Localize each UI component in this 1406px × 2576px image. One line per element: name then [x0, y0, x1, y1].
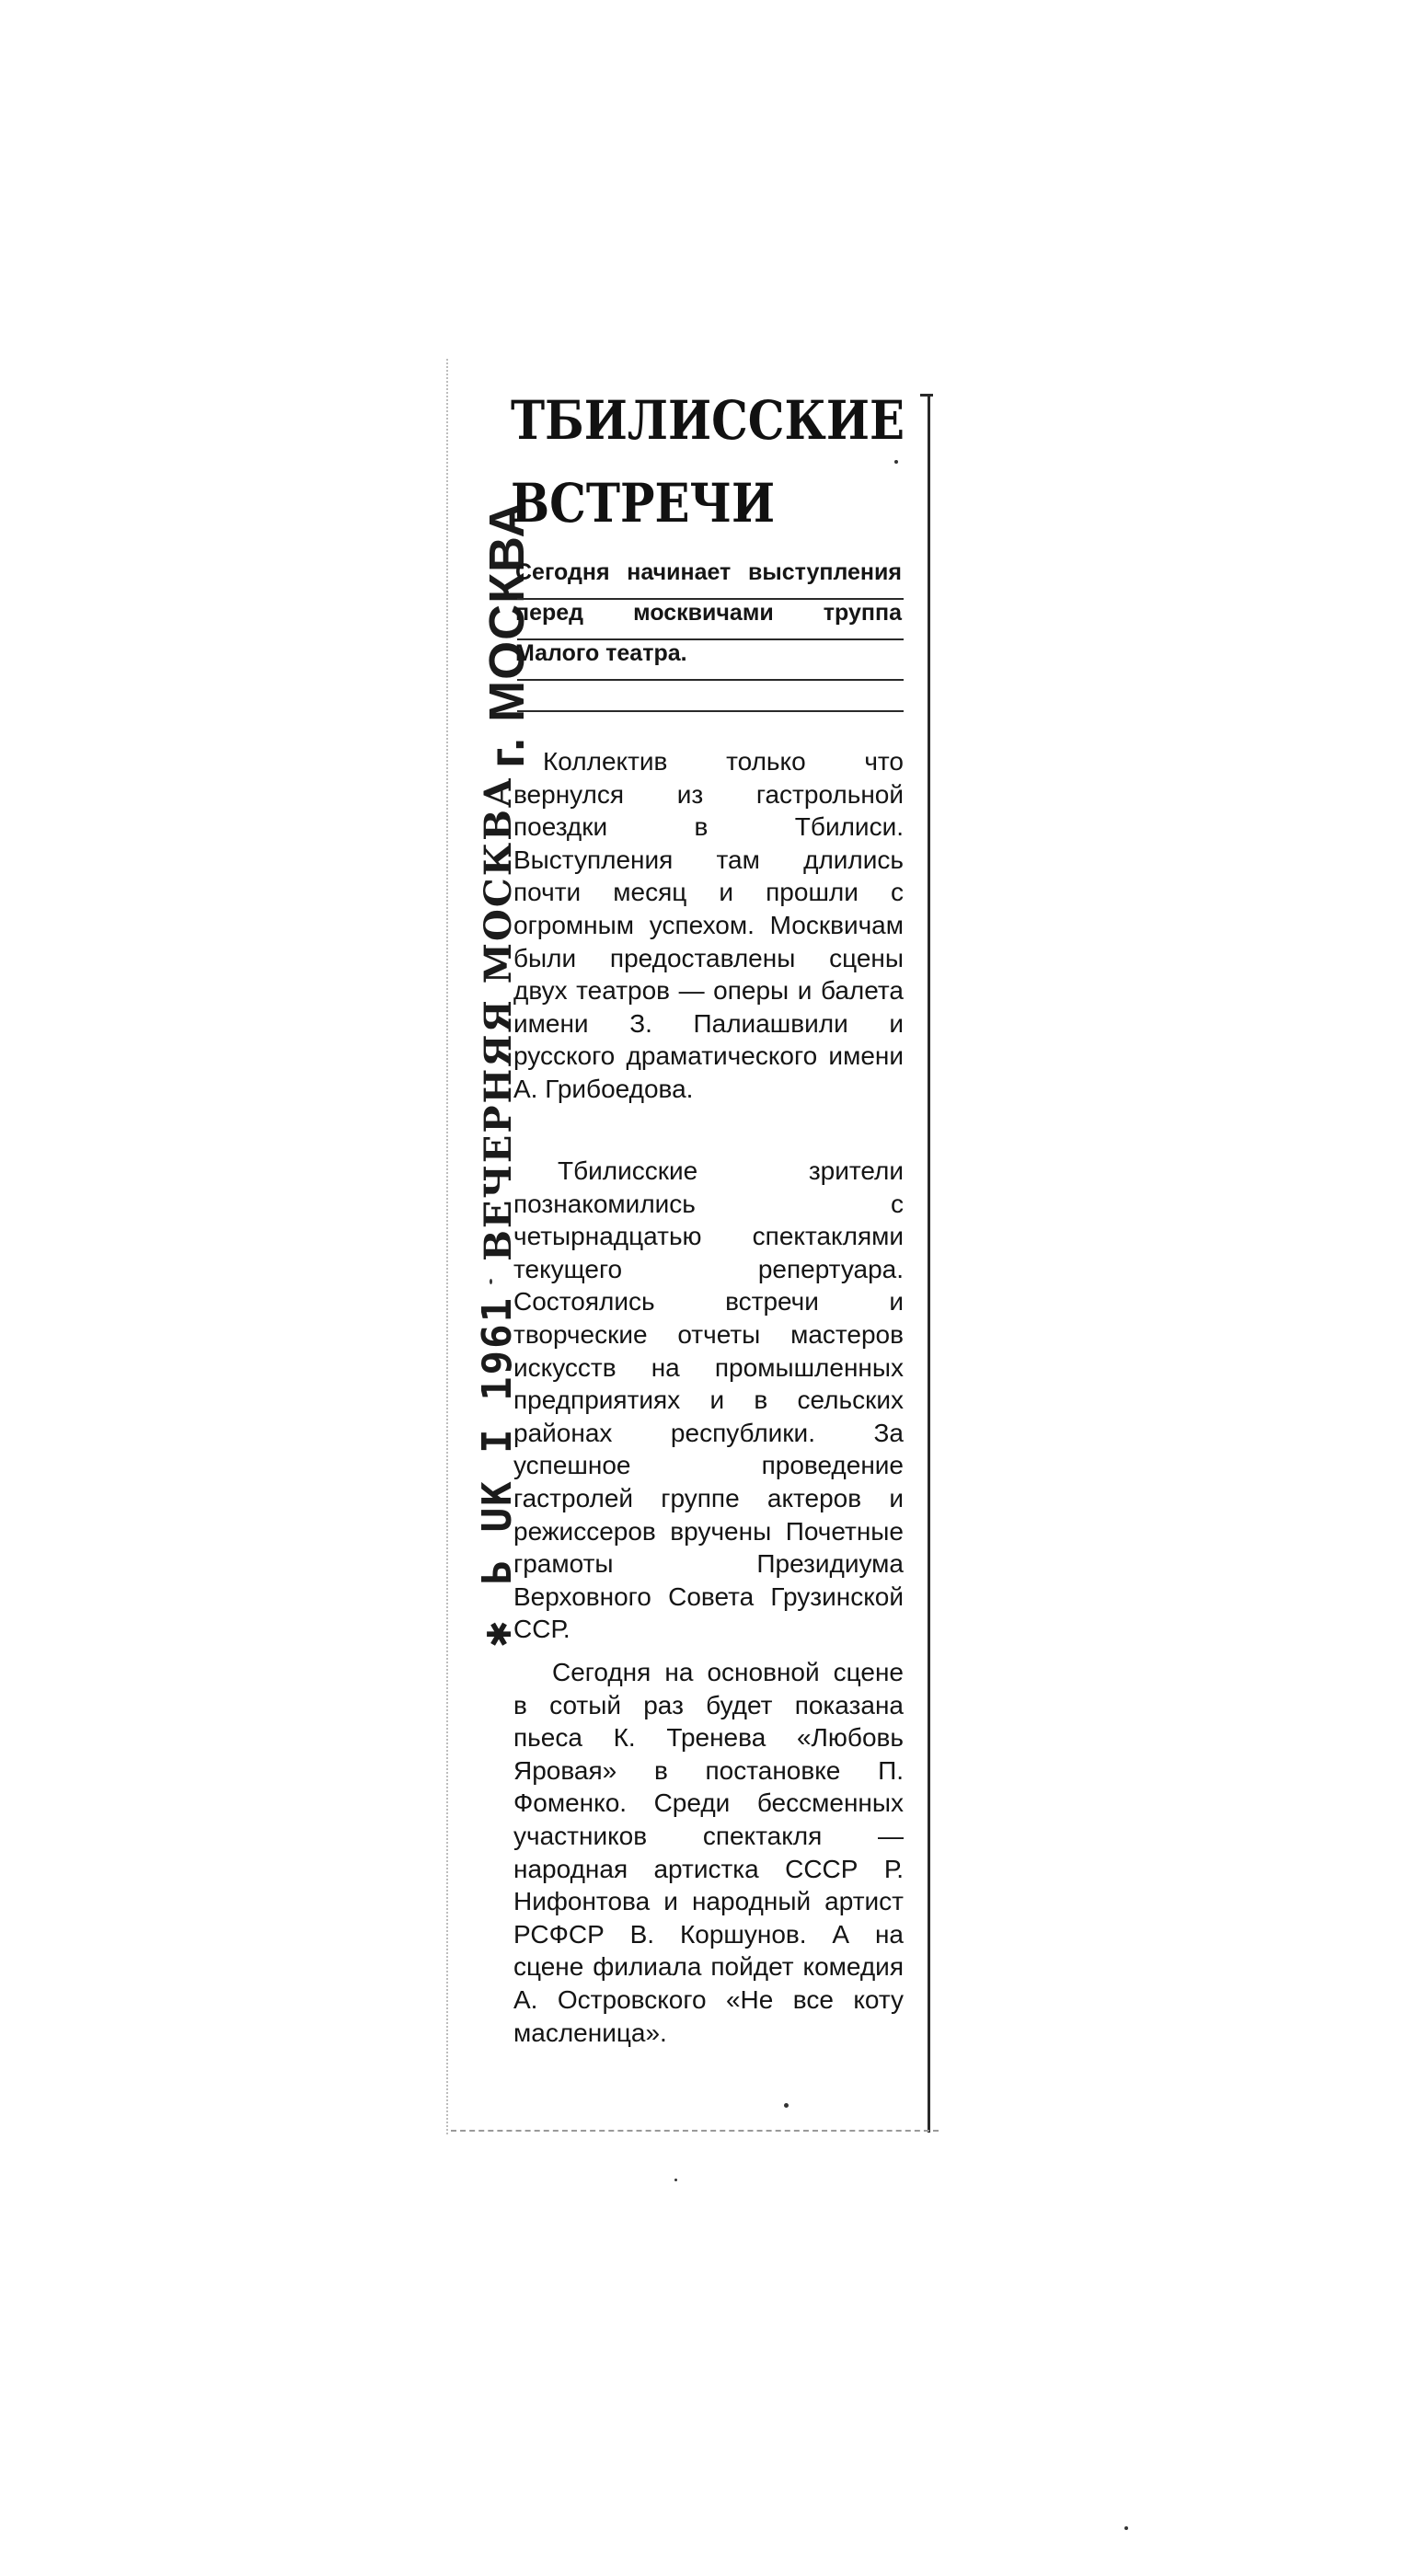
article-lead: Сегодня начинает выступления перед москвичами труппа Малого театра. — [515, 559, 902, 666]
scan-speck — [894, 460, 898, 464]
lead-underline — [517, 679, 904, 681]
clipping-left-edge — [446, 359, 448, 2134]
scan-speck — [1124, 2526, 1128, 2530]
lead-underline — [517, 598, 904, 600]
city-stamp: г. МОСКВА — [479, 500, 535, 768]
stamp-newspaper-name: ВЕЧЕРНЯЯ МОСКВА — [477, 776, 520, 1261]
article-paragraph: Сегодня на основной сцене в сотый раз будет показана пьеса К. Тренева «Любовь Яровая» в постановке П. Фоменко. Среди бессменных участников спектакля — народная артистка СССР Р. Нифонтова и народный артист РСФСР В. Коршунов. А на сцене филиала пойдет комедия А. Островского «Не все коту масленица». — [513, 1658, 904, 2047]
headline-line-1: ТБИЛИССКИЕ — [511, 389, 905, 452]
scan-speck — [490, 1279, 492, 1284]
article-paragraph: Коллектив только что вернулся из гастрольной поездки в Тбилиси. Выступления там длились почти месяц и прошли с огромным успехом. Москвичам были предоставлены сцены двух театров — оперы и балета имени З. Палиашвили и русского драматического имени А. Грибоедова. — [513, 747, 904, 1103]
article-paragraph: Тбилисские зрители познакомились с четырнадцатью спектаклями текущего репертуара. Состоялись встречи и творческие отчеты мастеров искусств на промышленных предприятиях и в сельских районах республики. За успешное проведение гастролей группе актеров и режиссеров вручены Почетные грамоты Президиума Верховного Совета Грузинской ССР. — [513, 1156, 904, 1644]
clipping-right-edge — [928, 394, 930, 2133]
clipping-corner-mark — [920, 394, 933, 397]
stamp-date: Ь UK I 1961 — [474, 1295, 521, 1585]
scan-speck — [784, 2103, 789, 2108]
stamp-star: ✱ — [471, 1619, 521, 1647]
lead-underline — [517, 638, 904, 640]
headline-line-2: ВСТРЕЧИ — [511, 472, 776, 535]
scan-speck — [674, 2179, 677, 2181]
clipping-bottom-edge — [451, 2130, 939, 2132]
lead-bottom-rule — [517, 710, 904, 712]
